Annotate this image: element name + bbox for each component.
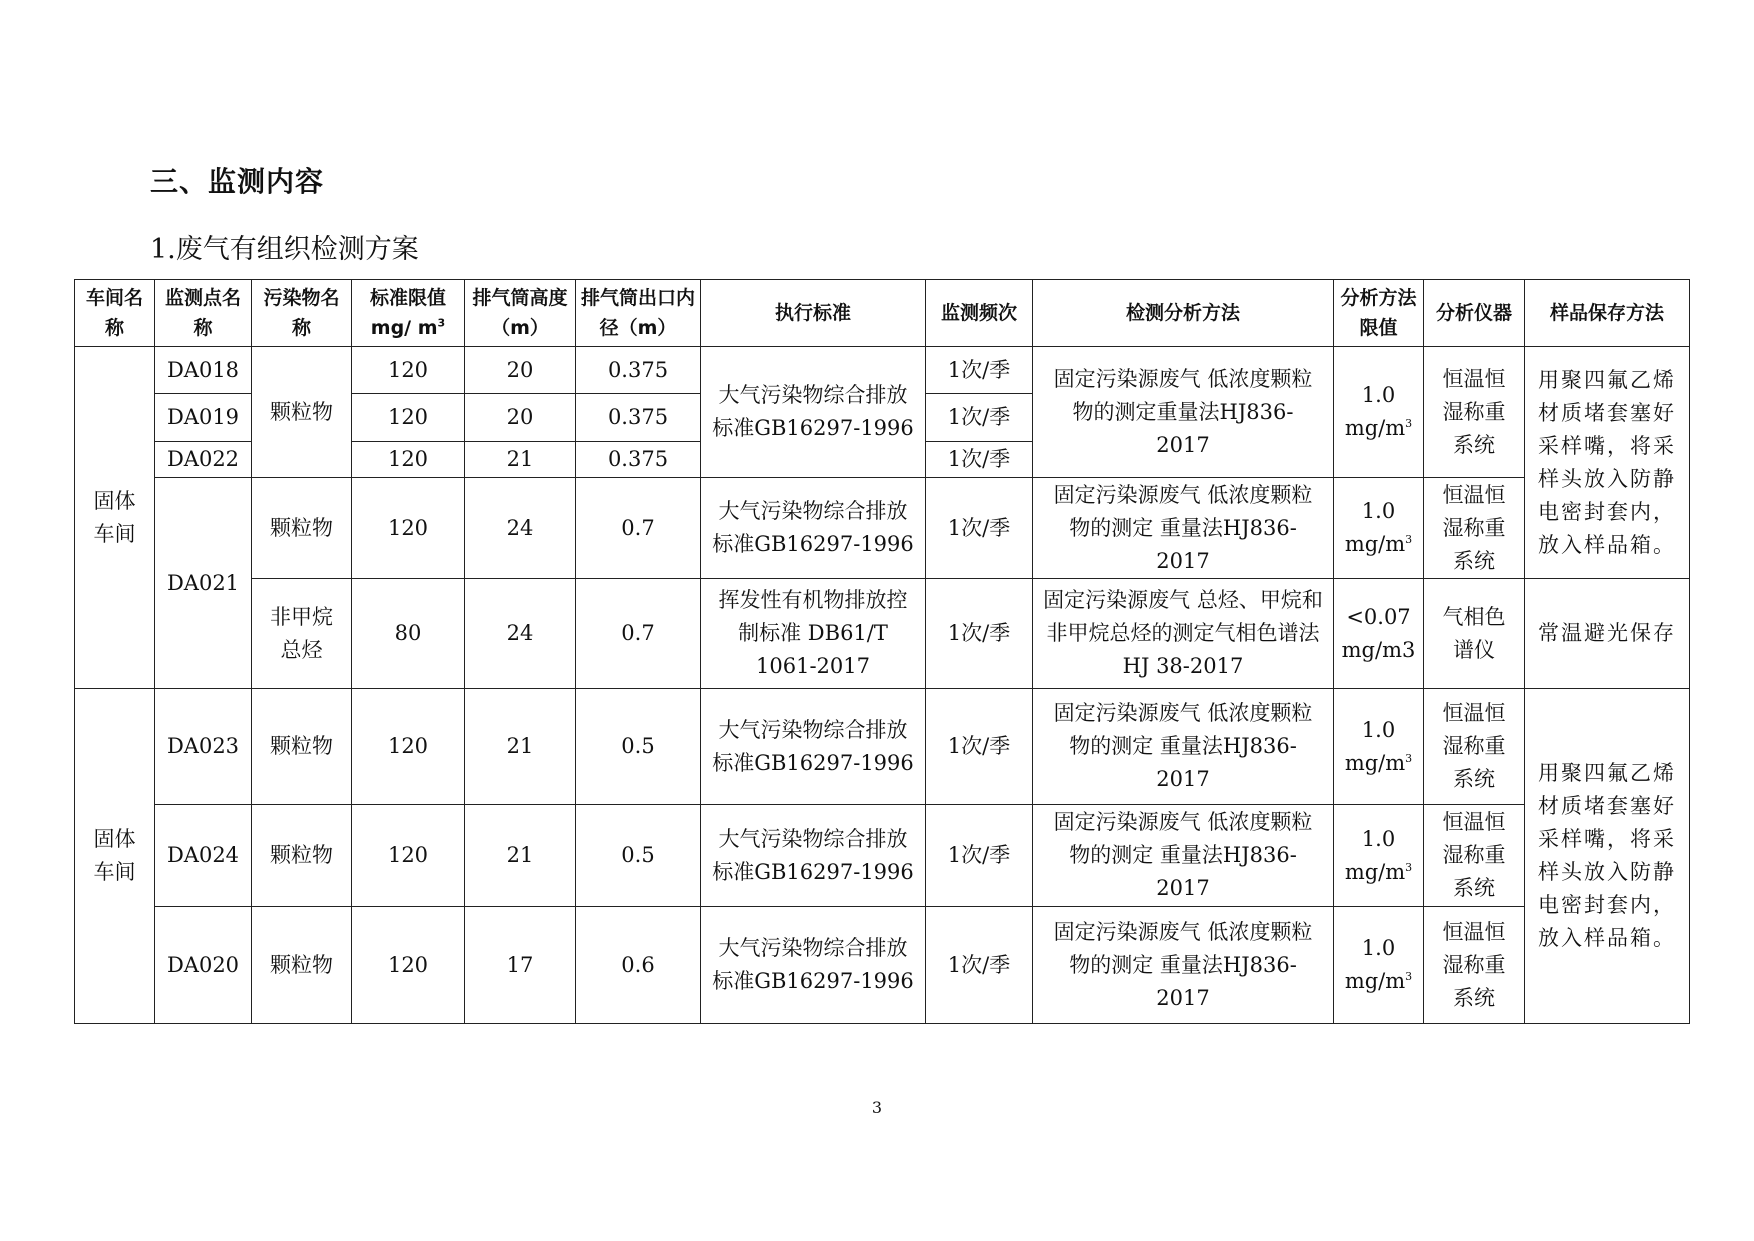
detection-limit-text: 1.0 mg/m	[1344, 717, 1406, 775]
cell-instrument: 恒温恒湿称重系统	[1424, 347, 1525, 478]
cell-pollutant: 颗粒物	[252, 478, 352, 579]
cell-height: 21	[465, 689, 576, 805]
table-row	[75, 805, 1690, 907]
cell-instrument: 气相色谱仪	[1424, 579, 1525, 689]
cell-height: 21	[465, 442, 576, 478]
cell-frequency: 1次/季	[926, 478, 1033, 579]
page-number: 3	[871, 1098, 883, 1117]
table-row	[75, 907, 1690, 1024]
monitoring-table	[74, 279, 1690, 1024]
cell-method: 固定污染源废气 总烃、甲烷和非甲烷总烃的测定气相色谱法 HJ 38-2017	[1033, 579, 1334, 689]
cell-detection-limit	[1334, 347, 1424, 478]
cell-limit: 80	[352, 579, 465, 689]
cell-standard: 大气污染物综合排放标准GB16297-1996	[701, 478, 926, 579]
cell-point: DA021	[155, 478, 252, 689]
detection-limit-sup: 3	[1405, 860, 1413, 874]
cell-workshop: 固体车间	[75, 347, 155, 689]
cell-detection-limit: <0.07 mg/m3	[1334, 579, 1424, 689]
cell-frequency: 1次/季	[926, 907, 1033, 1024]
cell-detection-limit	[1334, 689, 1424, 805]
detection-limit-sup: 3	[1405, 417, 1413, 430]
detection-limit-text: 1.0 mg/m	[1344, 499, 1406, 556]
cell-standard: 大气污染物综合排放标准GB16297-1996	[701, 347, 926, 478]
cell-point: DA018	[155, 347, 252, 394]
header-point: 监测点名称	[155, 280, 252, 347]
cell-limit: 120	[352, 689, 465, 805]
cell-method: 固定污染源废气 低浓度颗粒物的测定重量法HJ836-2017	[1033, 347, 1334, 478]
header-standard: 执行标准	[701, 280, 926, 347]
cell-limit: 120	[352, 478, 465, 579]
section-heading: 三、监测内容	[150, 165, 325, 198]
cell-point: DA024	[155, 805, 252, 907]
header-limit	[352, 280, 465, 347]
cell-pollutant: 颗粒物	[252, 347, 352, 478]
header-storage: 样品保存方法	[1525, 280, 1690, 347]
cell-point: DA020	[155, 907, 252, 1024]
detection-limit-sup: 3	[1405, 970, 1413, 983]
cell-diameter: 0.375	[576, 394, 701, 442]
table-row	[75, 347, 1690, 394]
detection-limit-text: 1.0 mg/m	[1344, 383, 1406, 440]
cell-point: DA019	[155, 394, 252, 442]
cell-instrument: 恒温恒湿称重系统	[1424, 478, 1525, 579]
cell-workshop: 固体车间	[75, 689, 155, 1024]
cell-frequency: 1次/季	[926, 442, 1033, 478]
cell-diameter: 0.375	[576, 442, 701, 478]
cell-frequency: 1次/季	[926, 347, 1033, 394]
cell-pollutant: 非甲烷总烃	[252, 579, 352, 689]
cell-height: 17	[465, 907, 576, 1024]
cell-diameter: 0.6	[576, 907, 701, 1024]
cell-limit: 120	[352, 442, 465, 478]
cell-standard: 大气污染物综合排放标准GB16297-1996	[701, 689, 926, 805]
detection-limit-text: 1.0 mg/m	[1344, 936, 1406, 993]
header-diameter: 排气筒出口内径（m）	[576, 280, 701, 347]
cell-method: 固定污染源废气 低浓度颗粒物的测定 重量法HJ836-2017	[1033, 478, 1334, 579]
header-workshop: 车间名称	[75, 280, 155, 347]
header-limit-sup: 3	[437, 316, 446, 330]
cell-height: 20	[465, 394, 576, 442]
cell-storage: 常温避光保存	[1525, 579, 1690, 689]
detection-limit-text: 1.0 mg/m	[1344, 826, 1406, 884]
header-pollutant: 污染物名称	[252, 280, 352, 347]
cell-method: 固定污染源废气 低浓度颗粒物的测定 重量法HJ836-2017	[1033, 805, 1334, 907]
cell-height: 24	[465, 579, 576, 689]
cell-detection-limit	[1334, 907, 1424, 1024]
cell-storage: 用聚四氟乙烯材质堵套塞好采样嘴，将采样头放入防静电密封套内，放入样品箱。	[1525, 347, 1690, 579]
cell-diameter: 0.5	[576, 805, 701, 907]
cell-diameter: 0.7	[576, 579, 701, 689]
header-detection-limit: 分析方法限值	[1334, 280, 1424, 347]
cell-frequency: 1次/季	[926, 689, 1033, 805]
table-row	[75, 689, 1690, 805]
cell-method: 固定污染源废气 低浓度颗粒物的测定 重量法HJ836-2017	[1033, 689, 1334, 805]
cell-height: 21	[465, 805, 576, 907]
cell-frequency: 1次/季	[926, 394, 1033, 442]
cell-standard: 大气污染物综合排放标准GB16297-1996	[701, 907, 926, 1024]
cell-point: DA022	[155, 442, 252, 478]
cell-standard: 大气污染物综合排放标准GB16297-1996	[701, 805, 926, 907]
detection-limit-sup: 3	[1405, 533, 1413, 546]
header-height: 排气筒高度（m）	[465, 280, 576, 347]
header-instrument: 分析仪器	[1424, 280, 1525, 347]
cell-instrument: 恒温恒湿称重系统	[1424, 689, 1525, 805]
table-header-row	[75, 280, 1690, 347]
cell-frequency: 1次/季	[926, 579, 1033, 689]
cell-pollutant: 颗粒物	[252, 907, 352, 1024]
cell-point: DA023	[155, 689, 252, 805]
cell-detection-limit	[1334, 478, 1424, 579]
cell-pollutant: 颗粒物	[252, 805, 352, 907]
table-row	[75, 478, 1690, 579]
cell-limit: 120	[352, 907, 465, 1024]
cell-detection-limit	[1334, 805, 1424, 907]
cell-height: 24	[465, 478, 576, 579]
cell-frequency: 1次/季	[926, 805, 1033, 907]
cell-limit: 120	[352, 394, 465, 442]
cell-storage: 用聚四氟乙烯材质堵套塞好采样嘴，将采样头放入防静电密封套内，放入样品箱。	[1525, 689, 1690, 1024]
cell-standard: 挥发性有机物排放控制标准 DB61/T 1061-2017	[701, 579, 926, 689]
cell-height: 20	[465, 347, 576, 394]
cell-instrument: 恒温恒湿称重系统	[1424, 805, 1525, 907]
detection-limit-sup: 3	[1405, 751, 1413, 765]
header-limit-text: 标准限值mg/ m	[369, 287, 446, 339]
cell-diameter: 0.7	[576, 478, 701, 579]
cell-diameter: 0.5	[576, 689, 701, 805]
table-row	[75, 579, 1690, 689]
cell-instrument: 恒温恒湿称重系统	[1424, 907, 1525, 1024]
cell-limit: 120	[352, 347, 465, 394]
cell-limit: 120	[352, 805, 465, 907]
cell-diameter: 0.375	[576, 347, 701, 394]
cell-pollutant: 颗粒物	[252, 689, 352, 805]
header-method: 检测分析方法	[1033, 280, 1334, 347]
cell-method: 固定污染源废气 低浓度颗粒物的测定 重量法HJ836-2017	[1033, 907, 1334, 1024]
header-frequency: 监测频次	[926, 280, 1033, 347]
sub-heading: 1.废气有组织检测方案	[150, 234, 419, 265]
